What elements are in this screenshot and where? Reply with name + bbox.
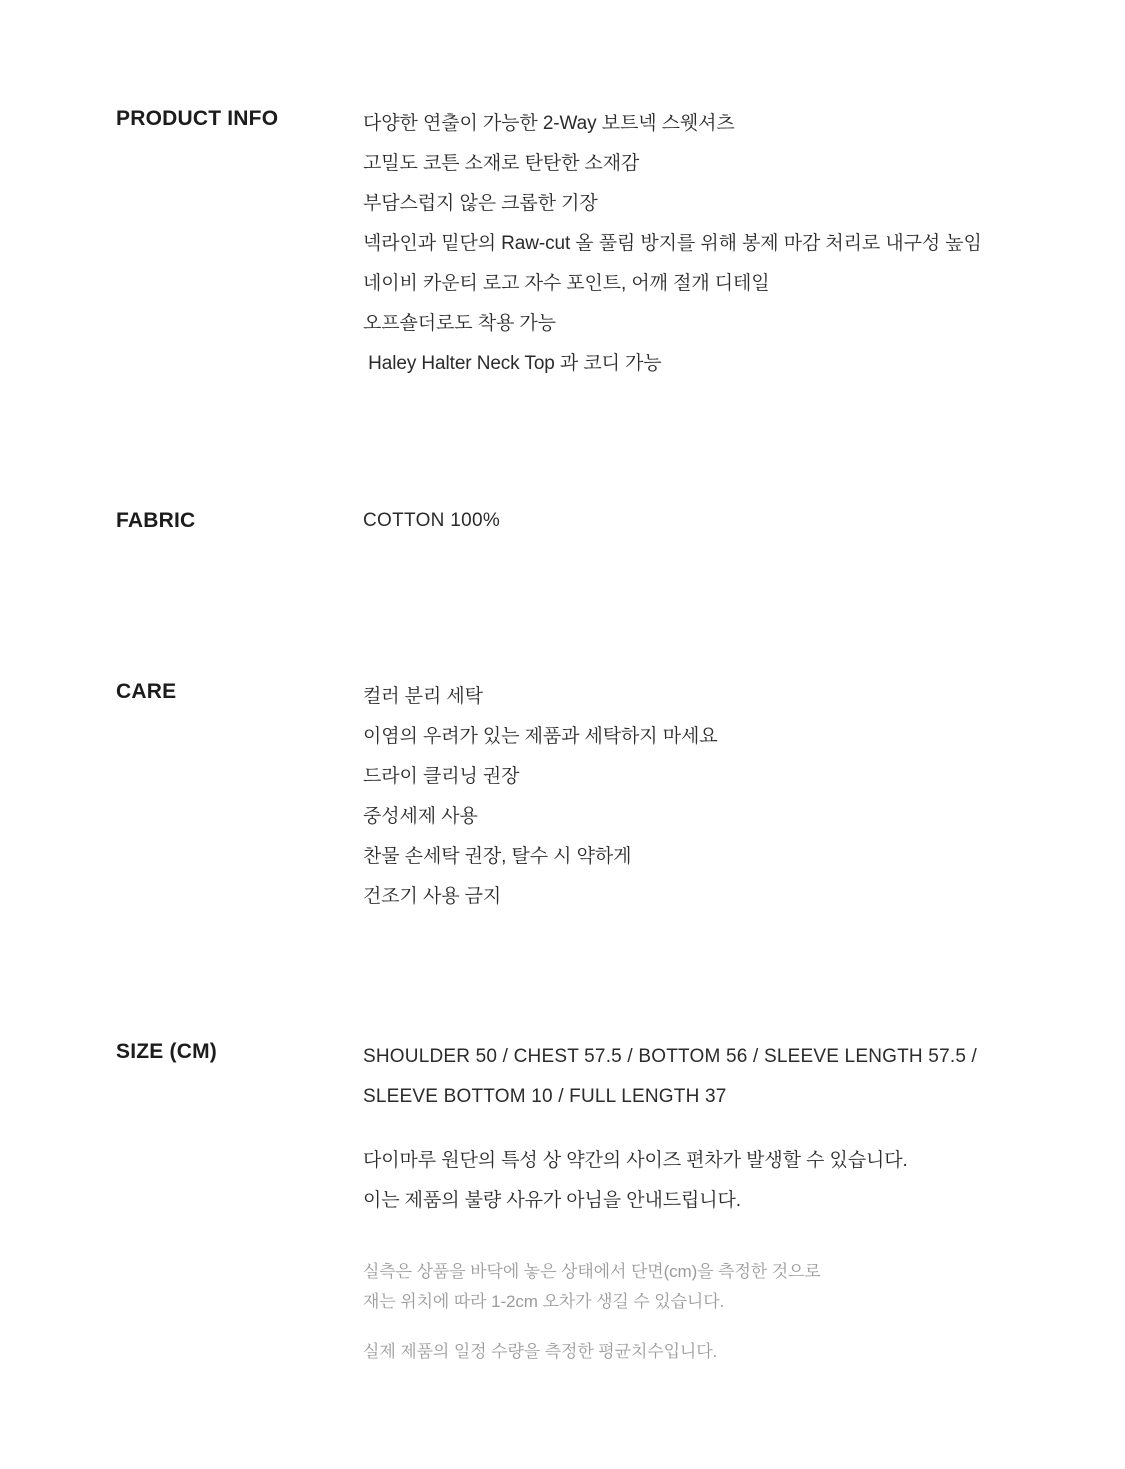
- size-label: SIZE (CM): [116, 1040, 217, 1063]
- product-info-line: 다양한 연출이 가능한 2-Way 보트넥 스웻셔츠: [363, 113, 735, 134]
- fabric-line: COTTON 100%: [363, 510, 501, 531]
- size-measurement-line: SLEEVE BOTTOM 10 / FULL LENGTH 37: [363, 1086, 727, 1107]
- spacer: [0, 1367, 1125, 1457]
- spacer: [363, 1117, 1003, 1141]
- spacer: [363, 1317, 1003, 1337]
- product-info-label: PRODUCT INFO: [116, 107, 279, 130]
- product-info-line: 오프숄더로도 착용 가능: [363, 313, 556, 334]
- size-note-line: 이는 제품의 불량 사유가 아님을 안내드립니다.: [363, 1190, 741, 1211]
- product-info-line: 부담스럽지 않은 크롭한 기장: [363, 193, 598, 214]
- care-line: 드라이 클리닝 권장: [363, 766, 520, 787]
- fabric-body: [363, 506, 1003, 536]
- care-line: 이염의 우려가 있는 제품과 세탁하지 마세요: [363, 726, 718, 747]
- spacer: [0, 917, 1125, 1037]
- section-care: [0, 677, 1125, 917]
- care-line: 컬러 분리 세탁: [363, 686, 483, 707]
- product-info-line: 고밀도 코튼 소재로 탄탄한 소재감: [363, 153, 640, 174]
- size-measurement-line: SHOULDER 50 / CHEST 57.5 / BOTTOM 56 / SLEEVE LENGTH 57.5 /: [363, 1046, 978, 1067]
- section-product-info: [0, 104, 1125, 384]
- size-body: [363, 1037, 1003, 1367]
- product-info-line: 넥라인과 밑단의 Raw-cut 올 풀림 방지를 위해 봉제 마감 처리로 내구성 높임: [363, 233, 982, 254]
- spacer: [0, 536, 1125, 677]
- care-body: [363, 677, 1003, 917]
- care-line: 중성세제 사용: [363, 806, 478, 827]
- section-size: [0, 1037, 1125, 1367]
- care-line: 찬물 손세탁 권장, 탈수 시 약하게: [363, 846, 632, 867]
- care-line: 건조기 사용 금지: [363, 886, 502, 907]
- section-fabric: [0, 506, 1125, 536]
- care-label: CARE: [116, 680, 177, 703]
- product-info-line: Haley Halter Neck Top 과 코디 가능: [363, 353, 662, 374]
- product-info-body: [363, 104, 1003, 384]
- product-info-line: 네이비 카운티 로고 자수 포인트, 어깨 절개 디테일: [363, 273, 770, 294]
- fabric-label: FABRIC: [116, 509, 196, 532]
- size-disclaimer-line: 실제 제품의 일정 수량을 측정한 평균치수입니다.: [363, 1342, 718, 1361]
- size-disclaimer-line: 재는 위치에 따라 1-2cm 오차가 생길 수 있습니다.: [363, 1292, 725, 1311]
- spacer: [0, 384, 1125, 506]
- size-note-line: 다이마루 원단의 특성 상 약간의 사이즈 편차가 발생할 수 있습니다.: [363, 1150, 908, 1171]
- size-disclaimer-line: 실측은 상품을 바닥에 놓은 상태에서 단면(cm)을 측정한 것으로: [363, 1262, 821, 1281]
- spacer: [363, 1221, 1003, 1257]
